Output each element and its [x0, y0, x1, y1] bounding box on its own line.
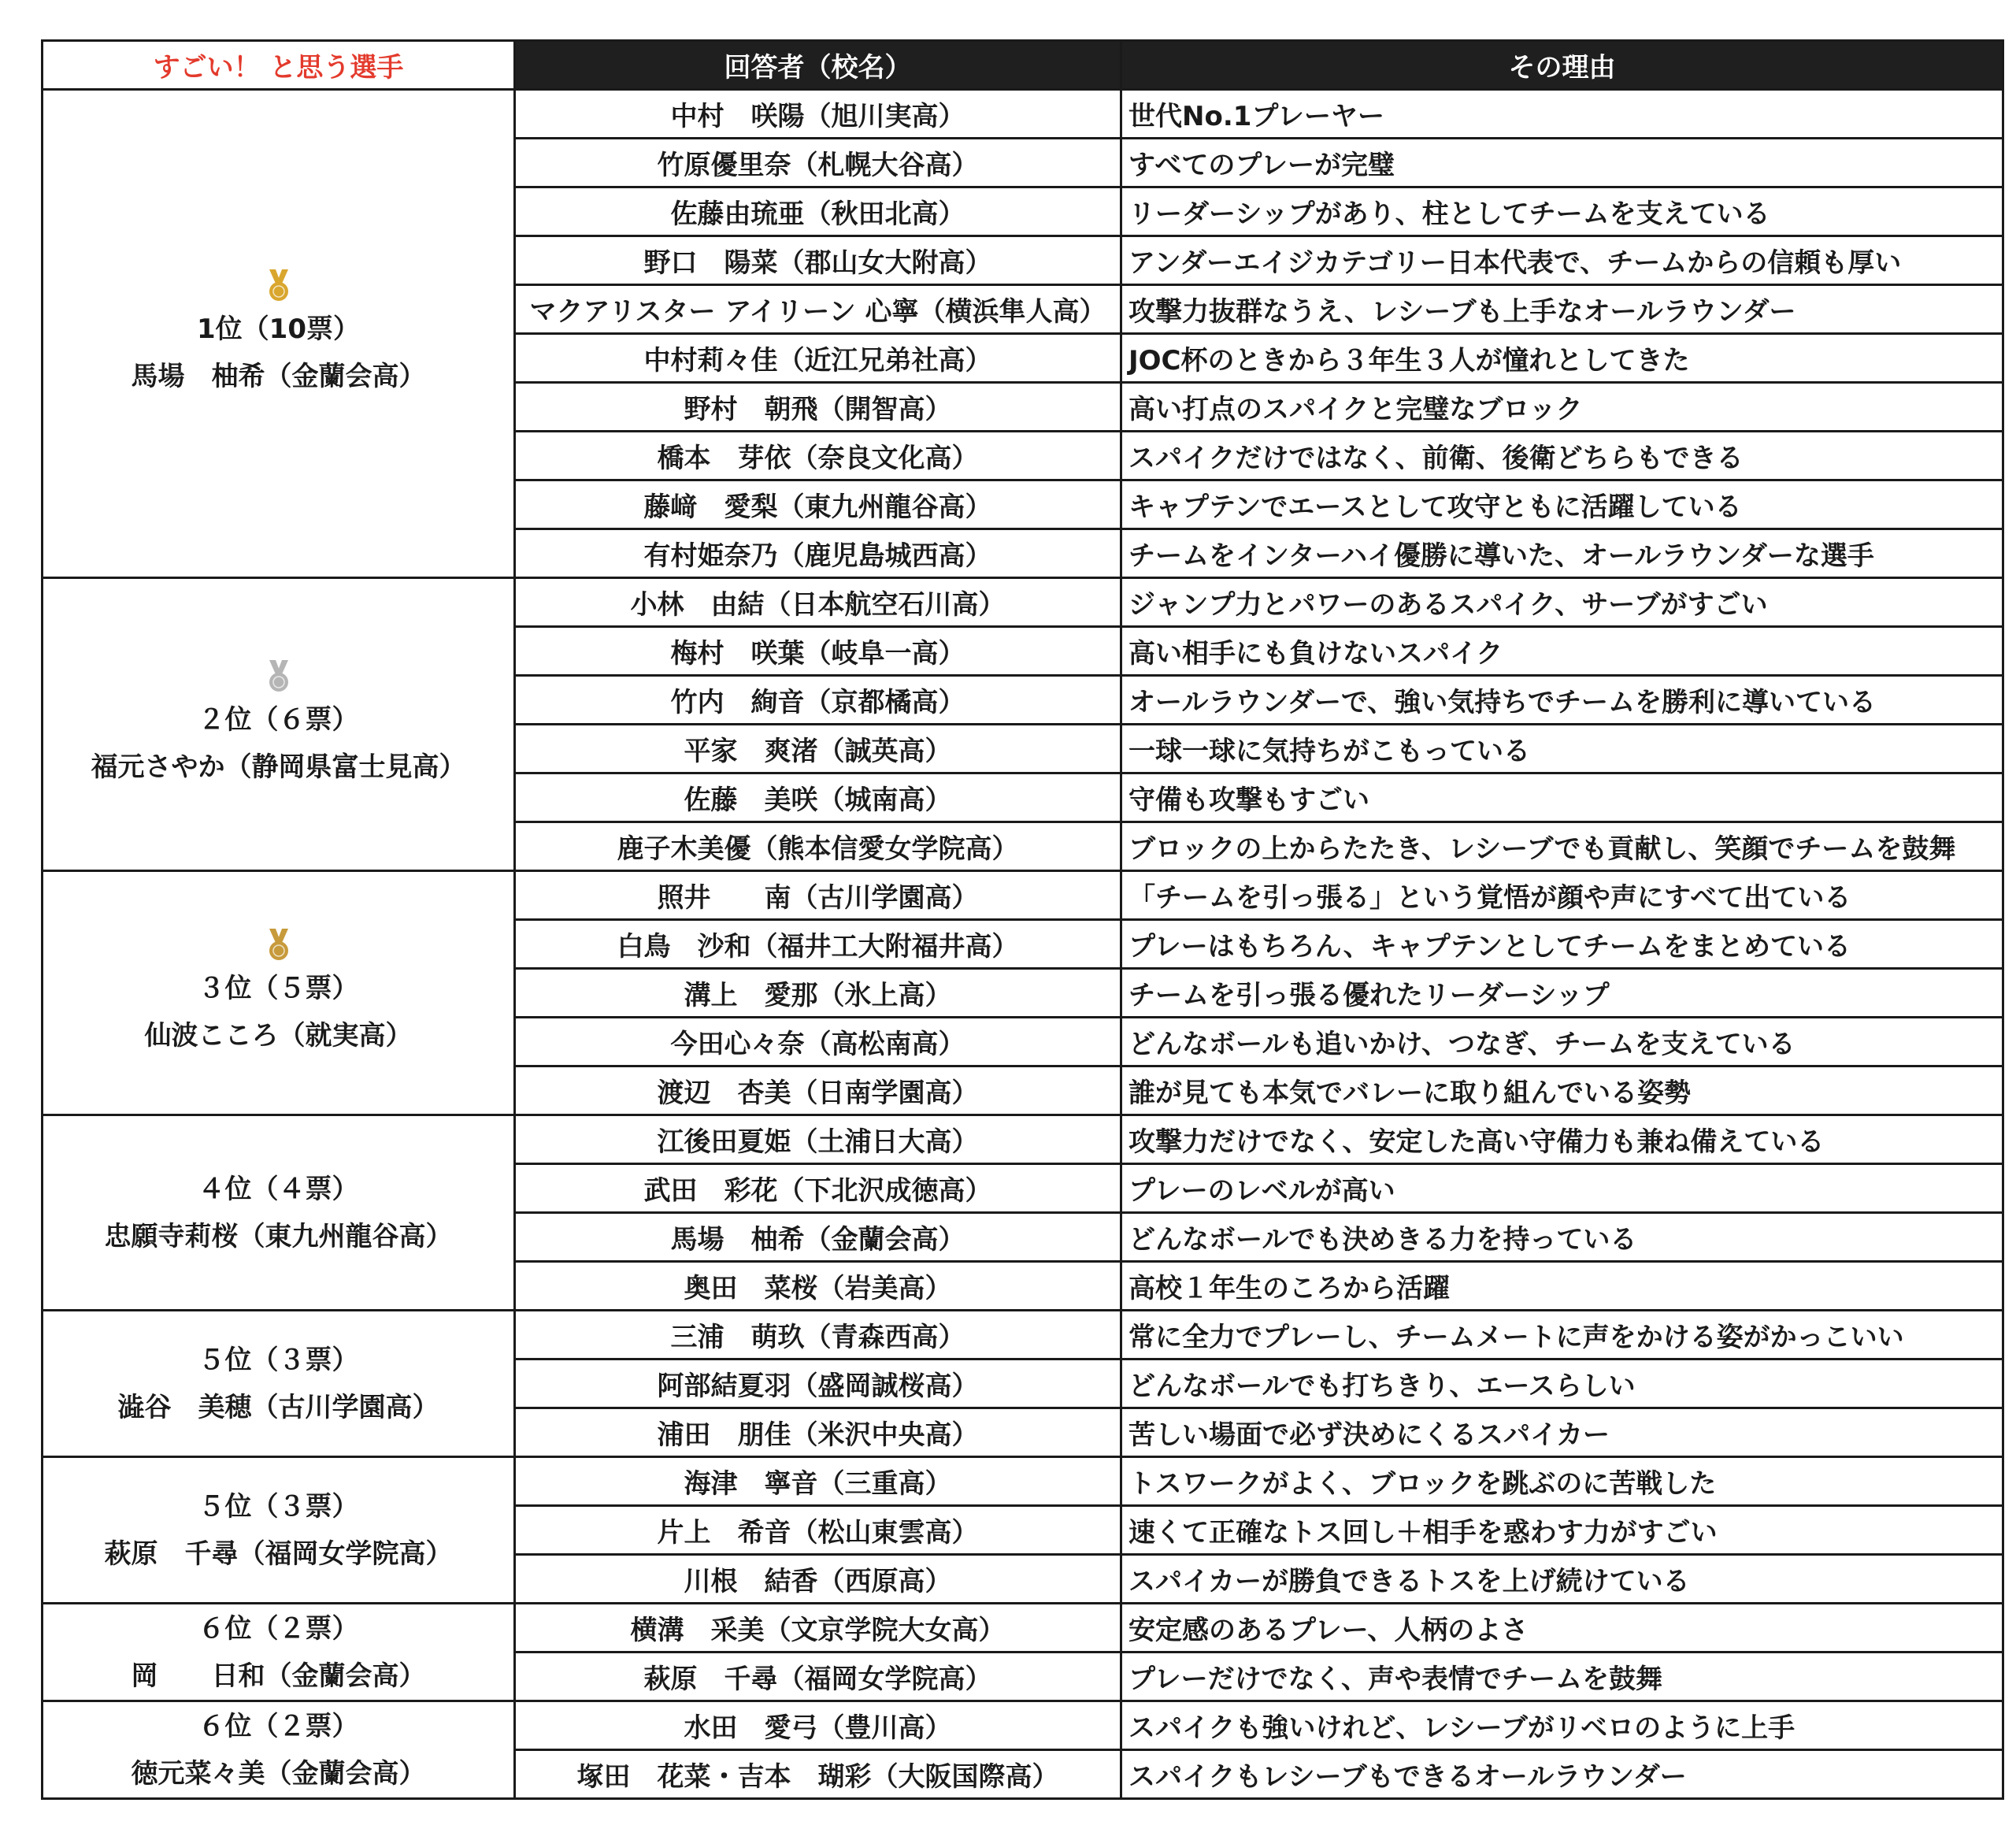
ranked-player-cell — [43, 871, 515, 1115]
respondent-cell: 梅村 咲葉（岐阜一高） — [515, 627, 1121, 676]
reason-cell: スパイカーが勝負できるトスを上げ続けている — [1121, 1555, 2003, 1604]
rank-label: ３位（５票） — [198, 972, 359, 1004]
reason-cell: 苦しい場面で必ず決めにくるスパイカー — [1121, 1408, 2003, 1457]
player-name: 萩原 千尋（福岡女学院高） — [104, 1538, 453, 1570]
reason-cell: 高校１年生のころから活躍 — [1121, 1262, 2003, 1311]
ranked-player-cell — [43, 1457, 515, 1604]
ranked-player-cell — [43, 90, 515, 578]
respondent-cell: 馬場 柚希（金蘭会高） — [515, 1213, 1121, 1262]
reason-cell: すべてのプレーが完璧 — [1121, 139, 2003, 187]
respondent-cell: 浦田 朋佳（米沢中央高） — [515, 1408, 1121, 1457]
table-row — [43, 1115, 2003, 1164]
respondent-cell: 中村 咲陽（旭川実高） — [515, 90, 1121, 139]
ranked-player-cell — [43, 1311, 515, 1457]
respondent-cell: 小林 由結（日本航空石川高） — [515, 578, 1121, 627]
respondent-cell: 阿部結夏羽（盛岡誠桜高） — [515, 1359, 1121, 1408]
reason-cell: 速くて正確なトス回し＋相手を惑わす力がすごい — [1121, 1506, 2003, 1555]
rank-label: ４位（４票） — [198, 1173, 359, 1205]
rank-label: ５位（３票） — [198, 1344, 359, 1376]
table-row — [43, 90, 2003, 139]
respondent-cell: 白鳥 沙和（福井工大附福井高） — [515, 920, 1121, 969]
player-name: 澁谷 美穂（古川学園高） — [117, 1391, 439, 1423]
reason-cell: どんなボールも追いかけ、つなぎ、チームを支えている — [1121, 1018, 2003, 1066]
rank-label: ５位（３票） — [198, 1490, 359, 1523]
respondent-cell: 海津 寧音（三重高） — [515, 1457, 1121, 1506]
reason-cell: オールラウンダーで、強い気持ちでチームを勝利に導いている — [1121, 676, 2003, 725]
rank-label: 1位（10票） — [197, 313, 360, 345]
rank-label: ２位（６票） — [198, 703, 359, 736]
table-row — [43, 871, 2003, 920]
reason-cell: 常に全力でプレーし、チームメートに声をかける姿がかっこいい — [1121, 1311, 2003, 1359]
reason-cell: 誰が見ても本気でバレーに取り組んでいる姿勢 — [1121, 1066, 2003, 1115]
reason-cell: アンダーエイジカテゴリー日本代表で、チームからの信頼も厚い — [1121, 236, 2003, 285]
respondent-cell: 鹿子木美優（熊本信愛女学院高） — [515, 822, 1121, 871]
ranked-player-cell — [43, 578, 515, 871]
player-name: 仙波こころ（就実高） — [144, 1019, 413, 1052]
respondent-cell: 奥田 菜桜（岩美高） — [515, 1262, 1121, 1311]
respondent-cell: 野村 朝飛（開智高） — [515, 383, 1121, 432]
ranked-player-cell — [43, 1115, 515, 1311]
reason-cell: ジャンプ力とパワーのあるスパイク、サーブがすごい — [1121, 578, 2003, 627]
respondent-cell: 中村莉々佳（近江兄弟社高） — [515, 334, 1121, 383]
reason-cell: リーダーシップがあり、柱としてチームを支えている — [1121, 187, 2003, 236]
header-row — [43, 41, 2003, 90]
player-name: 忠願寺莉桜（東九州龍谷高） — [104, 1220, 453, 1252]
reason-cell: キャプテンでエースとして攻守ともに活躍している — [1121, 480, 2003, 529]
ranked-player-cell — [43, 1604, 515, 1701]
respondent-cell: 佐藤 美咲（城南高） — [515, 773, 1121, 822]
reason-cell: JOC杯のときから３年生３人が憧れとしてきた — [1121, 334, 2003, 383]
respondent-cell: 竹内 絢音（京都橘高） — [515, 676, 1121, 725]
reason-cell: プレーはもちろん、キャプテンとしてチームをまとめている — [1121, 920, 2003, 969]
respondent-cell: マクアリスター アイリーン 心寧（横浜隼人高） — [515, 285, 1121, 334]
ranking-table — [41, 39, 2004, 1800]
reason-cell: どんなボールでも決めきる力を持っている — [1121, 1213, 2003, 1262]
reason-cell: 攻撃力抜群なうえ、レシーブも上手なオールラウンダー — [1121, 285, 2003, 334]
respondent-cell: 平家 爽渚（誠英高） — [515, 725, 1121, 773]
rank-label: ６位（２票） — [198, 1710, 359, 1742]
respondent-cell: 川根 結香（西原高） — [515, 1555, 1121, 1604]
reason-cell: スパイクだけではなく、前衛、後衛どちらもできる — [1121, 432, 2003, 480]
respondent-cell: 武田 彩花（下北沢成徳高） — [515, 1164, 1121, 1213]
respondent-cell: 照井 南（古川学園高） — [515, 871, 1121, 920]
reason-cell: プレーのレベルが高い — [1121, 1164, 2003, 1213]
respondent-cell: 有村姫奈乃（鹿児島城西高） — [515, 529, 1121, 578]
reason-cell: 守備も攻撃もすごい — [1121, 773, 2003, 822]
player-name: 馬場 柚希（金蘭会高） — [131, 360, 426, 392]
gold-medal-icon — [265, 268, 293, 302]
reason-cell: プレーだけでなく、声や表情でチームを鼓舞 — [1121, 1653, 2003, 1701]
header-reason: その理由 — [1121, 41, 2003, 90]
reason-cell: トスワークがよく、ブロックを跳ぶのに苦戦した — [1121, 1457, 2003, 1506]
player-name: 岡 日和（金蘭会高） — [131, 1660, 426, 1692]
header-player: すごい！ と思う選手 — [43, 41, 515, 90]
table-header — [43, 41, 2003, 90]
player-name: 福元さやか（静岡県富士見高） — [91, 751, 466, 783]
respondent-cell: 渡辺 杏美（日南学園高） — [515, 1066, 1121, 1115]
respondent-cell: 塚田 花菜・吉本 瑚彩（大阪国際高） — [515, 1750, 1121, 1799]
respondent-cell: 水田 愛弓（豊川高） — [515, 1701, 1121, 1750]
respondent-cell: 藤﨑 愛梨（東九州龍谷高） — [515, 480, 1121, 529]
bronze-medal-icon — [265, 927, 293, 962]
respondent-cell: 江後田夏姫（土浦日大高） — [515, 1115, 1121, 1164]
reason-cell: 高い打点のスパイクと完璧なブロック — [1121, 383, 2003, 432]
header-respondent: 回答者（校名） — [515, 41, 1121, 90]
table-row — [43, 1457, 2003, 1506]
reason-cell: チームを引っ張る優れたリーダーシップ — [1121, 969, 2003, 1018]
reason-cell: 高い相手にも負けないスパイク — [1121, 627, 2003, 676]
reason-cell: 世代No.1プレーヤー — [1121, 90, 2003, 139]
reason-cell: チームをインターハイ優勝に導いた、オールラウンダーな選手 — [1121, 529, 2003, 578]
reason-cell: どんなボールでも打ちきり、エースらしい — [1121, 1359, 2003, 1408]
table-body — [43, 90, 2003, 1799]
table-row — [43, 1311, 2003, 1359]
ranked-player-cell — [43, 1701, 515, 1799]
table-row — [43, 578, 2003, 627]
reason-cell: スパイクもレシーブもできるオールラウンダー — [1121, 1750, 2003, 1799]
respondent-cell: 片上 希音（松山東雲高） — [515, 1506, 1121, 1555]
respondent-cell: 竹原優里奈（札幌大谷高） — [515, 139, 1121, 187]
rank-label: ６位（２票） — [198, 1612, 359, 1645]
respondent-cell: 溝上 愛那（氷上高） — [515, 969, 1121, 1018]
respondent-cell: 萩原 千尋（福岡女学院高） — [515, 1653, 1121, 1701]
respondent-cell: 橋本 芽依（奈良文化高） — [515, 432, 1121, 480]
player-name: 徳元菜々美（金蘭会高） — [131, 1757, 426, 1790]
silver-medal-icon — [265, 658, 293, 693]
respondent-cell: 今田心々奈（高松南高） — [515, 1018, 1121, 1066]
reason-cell: 「チームを引っ張る」という覚悟が顔や声にすべて出ている — [1121, 871, 2003, 920]
respondent-cell: 横溝 采美（文京学院大女高） — [515, 1604, 1121, 1653]
reason-cell: 安定感のあるプレー、人柄のよさ — [1121, 1604, 2003, 1653]
reason-cell: スパイクも強いけれど、レシーブがリベロのように上手 — [1121, 1701, 2003, 1750]
reason-cell: 攻撃力だけでなく、安定した高い守備力も兼ね備えている — [1121, 1115, 2003, 1164]
table-row — [43, 1604, 2003, 1653]
reason-cell: ブロックの上からたたき、レシーブでも貢献し、笑顔でチームを鼓舞 — [1121, 822, 2003, 871]
respondent-cell: 佐藤由琉亜（秋田北高） — [515, 187, 1121, 236]
table-row — [43, 1701, 2003, 1750]
respondent-cell: 野口 陽菜（郡山女大附高） — [515, 236, 1121, 285]
respondent-cell: 三浦 萌玖（青森西高） — [515, 1311, 1121, 1359]
reason-cell: 一球一球に気持ちがこもっている — [1121, 725, 2003, 773]
